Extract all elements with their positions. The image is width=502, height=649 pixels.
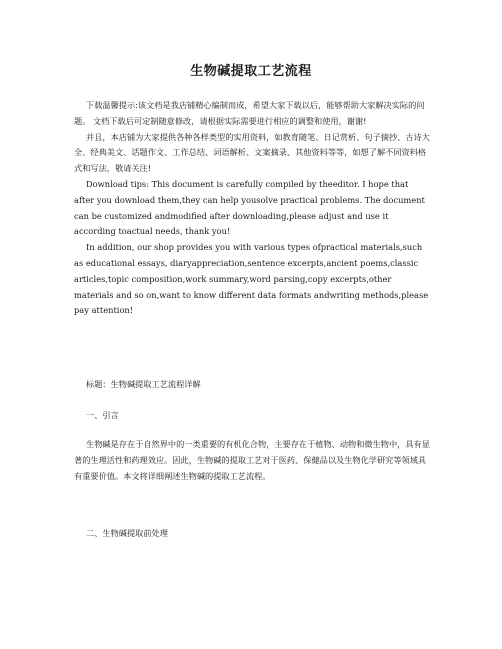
section-1-body-block bbox=[74, 437, 430, 484]
intro-paragraph-en-1: Download tips: This document is carefully compiled by theeditor. I hope that after you download them,they can help yousolve practical problems. The document can be customized andmodified after downloading,please adjust and use it according toactual needs, thank you! bbox=[74, 178, 425, 237]
section-2-heading: 二、生物碱提取前处理 bbox=[86, 528, 168, 538]
document-subtitle: 标题：生物碱提取工艺流程详解 bbox=[86, 379, 201, 389]
intro-block bbox=[74, 98, 430, 319]
section-1-paragraph: 生物碱是存在于自然界中的一类重要的有机化合物，主要存在于植物、动物和微生物中，具有显著的生理活性和药理效应。因此，生物碱的提取工艺对于医药、保健品以及生物化学研究等领域具有重要价值。本文将详细阐述生物碱的提取工艺流程。 bbox=[74, 439, 430, 481]
section-2-heading-block bbox=[74, 526, 430, 540]
subtitle-block bbox=[74, 377, 430, 391]
intro-paragraph-cn-2: 并且，本店铺为大家提供各种各样类型的实用资料，如教育随笔、日记赏析、句子摘抄、古诗大全、经典美文、话题作文、工作总结、词语解析、文案摘录、其他资料等等，如想了解不同资料格式和写法，敬请关注! bbox=[74, 131, 430, 174]
intro-paragraph-en-2: In addition, our shop provides you with various types ofpractical materials,such as educational essays, diaryappreciation,sentence excerpts,ancient poems,classic articles,topic composition,work summary,word parsing,copy excerpts,other materials and so on,want to know different data formats andwriting methods,please pay attention! bbox=[74, 242, 429, 316]
section-1-heading: 一、引言 bbox=[86, 410, 119, 420]
section-1-heading-block bbox=[74, 408, 430, 422]
document-title: 生物碱提取工艺流程 bbox=[190, 64, 312, 79]
intro-paragraph-cn-1: 下载温馨提示:该文档是我店铺精心编制而成，希望大家下载以后，能够帮助大家解决实际的问题。 文档下载后可定制随意修改，请根据实际需要进行相应的调整和使用，谢谢! bbox=[74, 100, 425, 126]
